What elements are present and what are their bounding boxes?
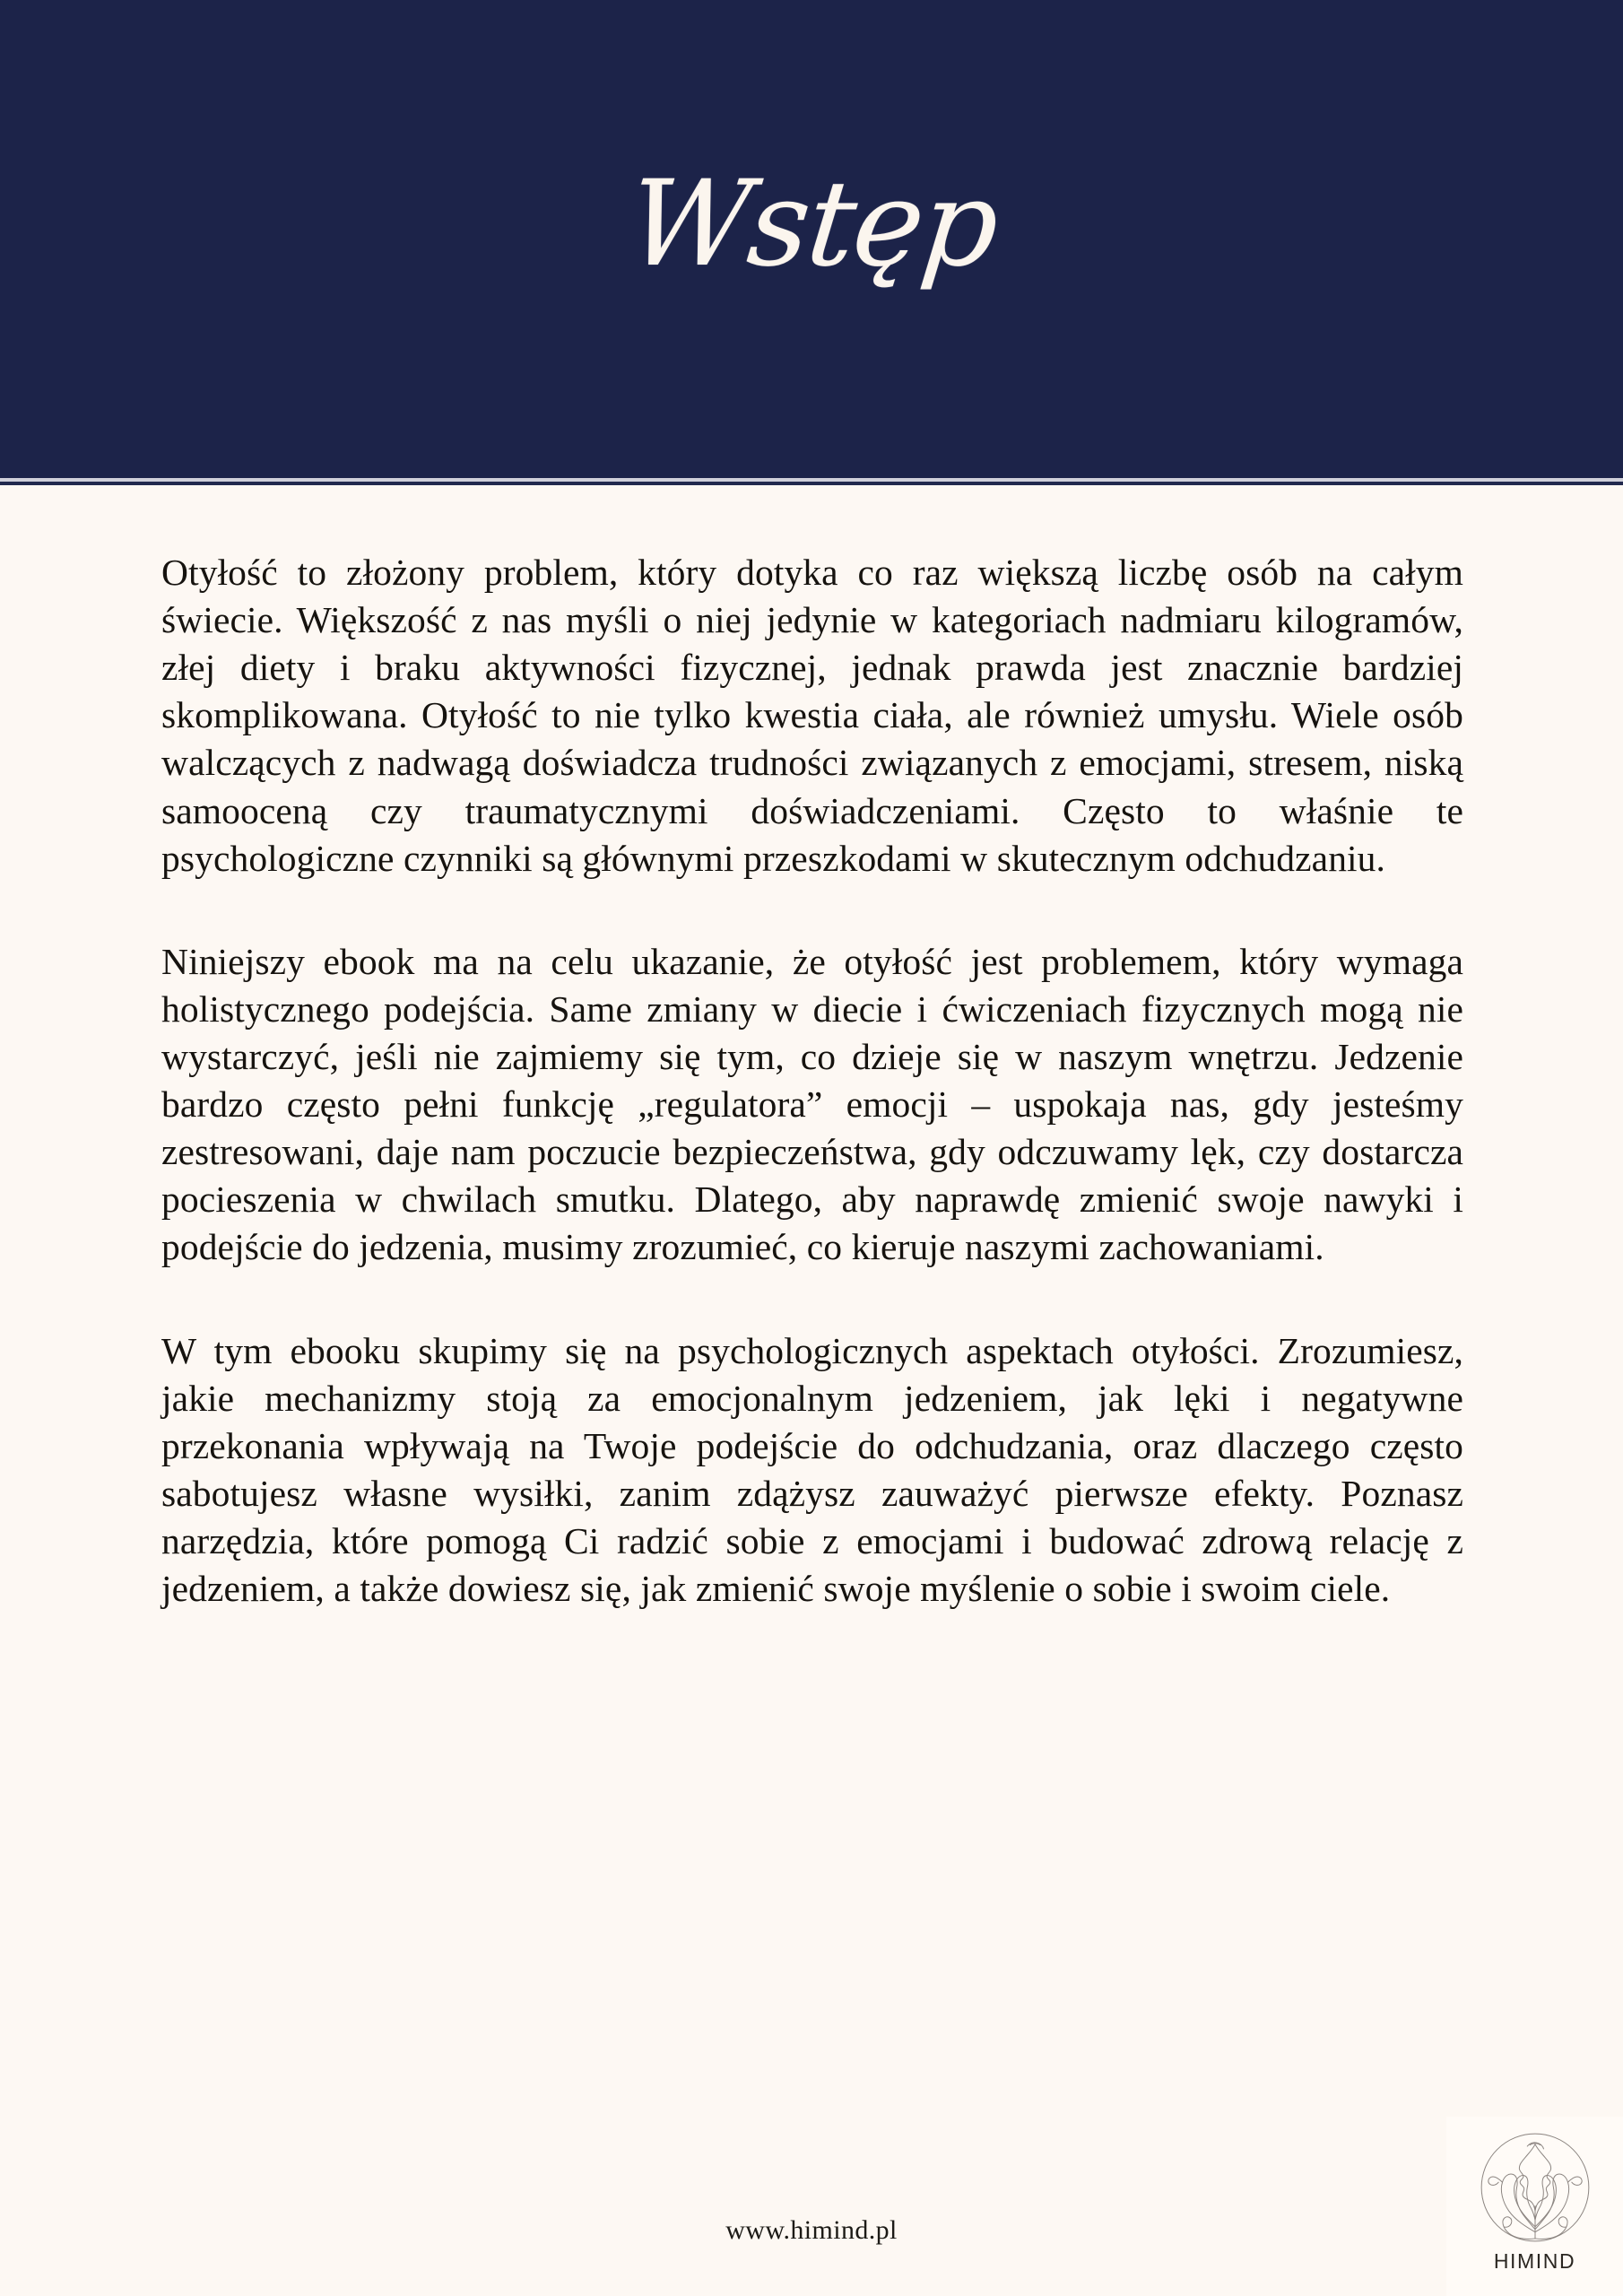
header-divider-dark	[0, 482, 1623, 485]
himind-lotus-faces-icon	[1470, 2122, 1601, 2253]
body-paragraph-1: Otyłość to złożony problem, który dotyka co raz większą liczbę osób na całym świecie. Większość z nas myśli o niej jedynie w kategoriach nadmiaru kilogramów, złej diety i braku aktywności fizycznej, jednak prawda jest znacznie bardziej skomplikowana. Otyłość to nie tylko kwestia ciała, ale również umysłu. Wiele osób walczących z nadwagą doświadcza trudności związanych z emocjami, stresem, niską samooceną czy traumatycznymi doświadczeniami. Często to właśnie te psychologiczne czynniki są głównymi przeszkodami w skutecznym odchudzaniu.	[161, 552, 1463, 879]
brand-wordmark: HIMIND	[1493, 2249, 1576, 2273]
body-paragraph-3: W tym ebooku skupimy się na psychologicznych aspektach otyłości. Zrozumiesz, jakie mechanizmy stoją za emocjonalnym jedzeniem, jak lęki i negatywne przekonania wpływają na Twoje podejście do odchudzania, oraz dlaczego często sabotujesz własne wysiłki, zanim zdążysz zauważyć pierwsze efekty. Poznasz narzędzia, które pomogą Ci radzić sobie z emocjami i budować zdrową relację z jedzeniem, a także dowiesz się, jak zmienić swoje myślenie o sobie i swoim ciele.	[161, 1329, 1463, 1610]
body-paragraph-2: Niniejszy ebook ma na celu ukazanie, że otyłość jest problemem, który wymaga holistycznego podejścia. Same zmiany w diecie i ćwiczeniach fizycznych mogą nie wystarczyć, jeśli nie zajmiemy się tym, co dzieje się w naszym wnętrzu. Jedzenie bardzo często pełni funkcję „regulatora” emocji – uspokaja nas, gdy jesteśmy zestresowani, daje nam poczucie bezpieczeństwa, gdy odczuwamy lęk, czy dostarcza pocieszenia w chwilach smutku. Dlatego, aby naprawdę zmienić swoje nawyki i podejście do jedzenia, musimy zrozumieć, co kieruje naszymi zachowaniami.	[161, 940, 1463, 1268]
brand-logo	[1446, 2117, 1623, 2296]
page-title: Wstęp	[622, 154, 1004, 293]
website-url[interactable]: www.himind.pl	[725, 2215, 898, 2245]
document-body	[161, 549, 1463, 1613]
page-footer	[0, 2215, 1623, 2246]
page-header-band	[0, 0, 1623, 478]
